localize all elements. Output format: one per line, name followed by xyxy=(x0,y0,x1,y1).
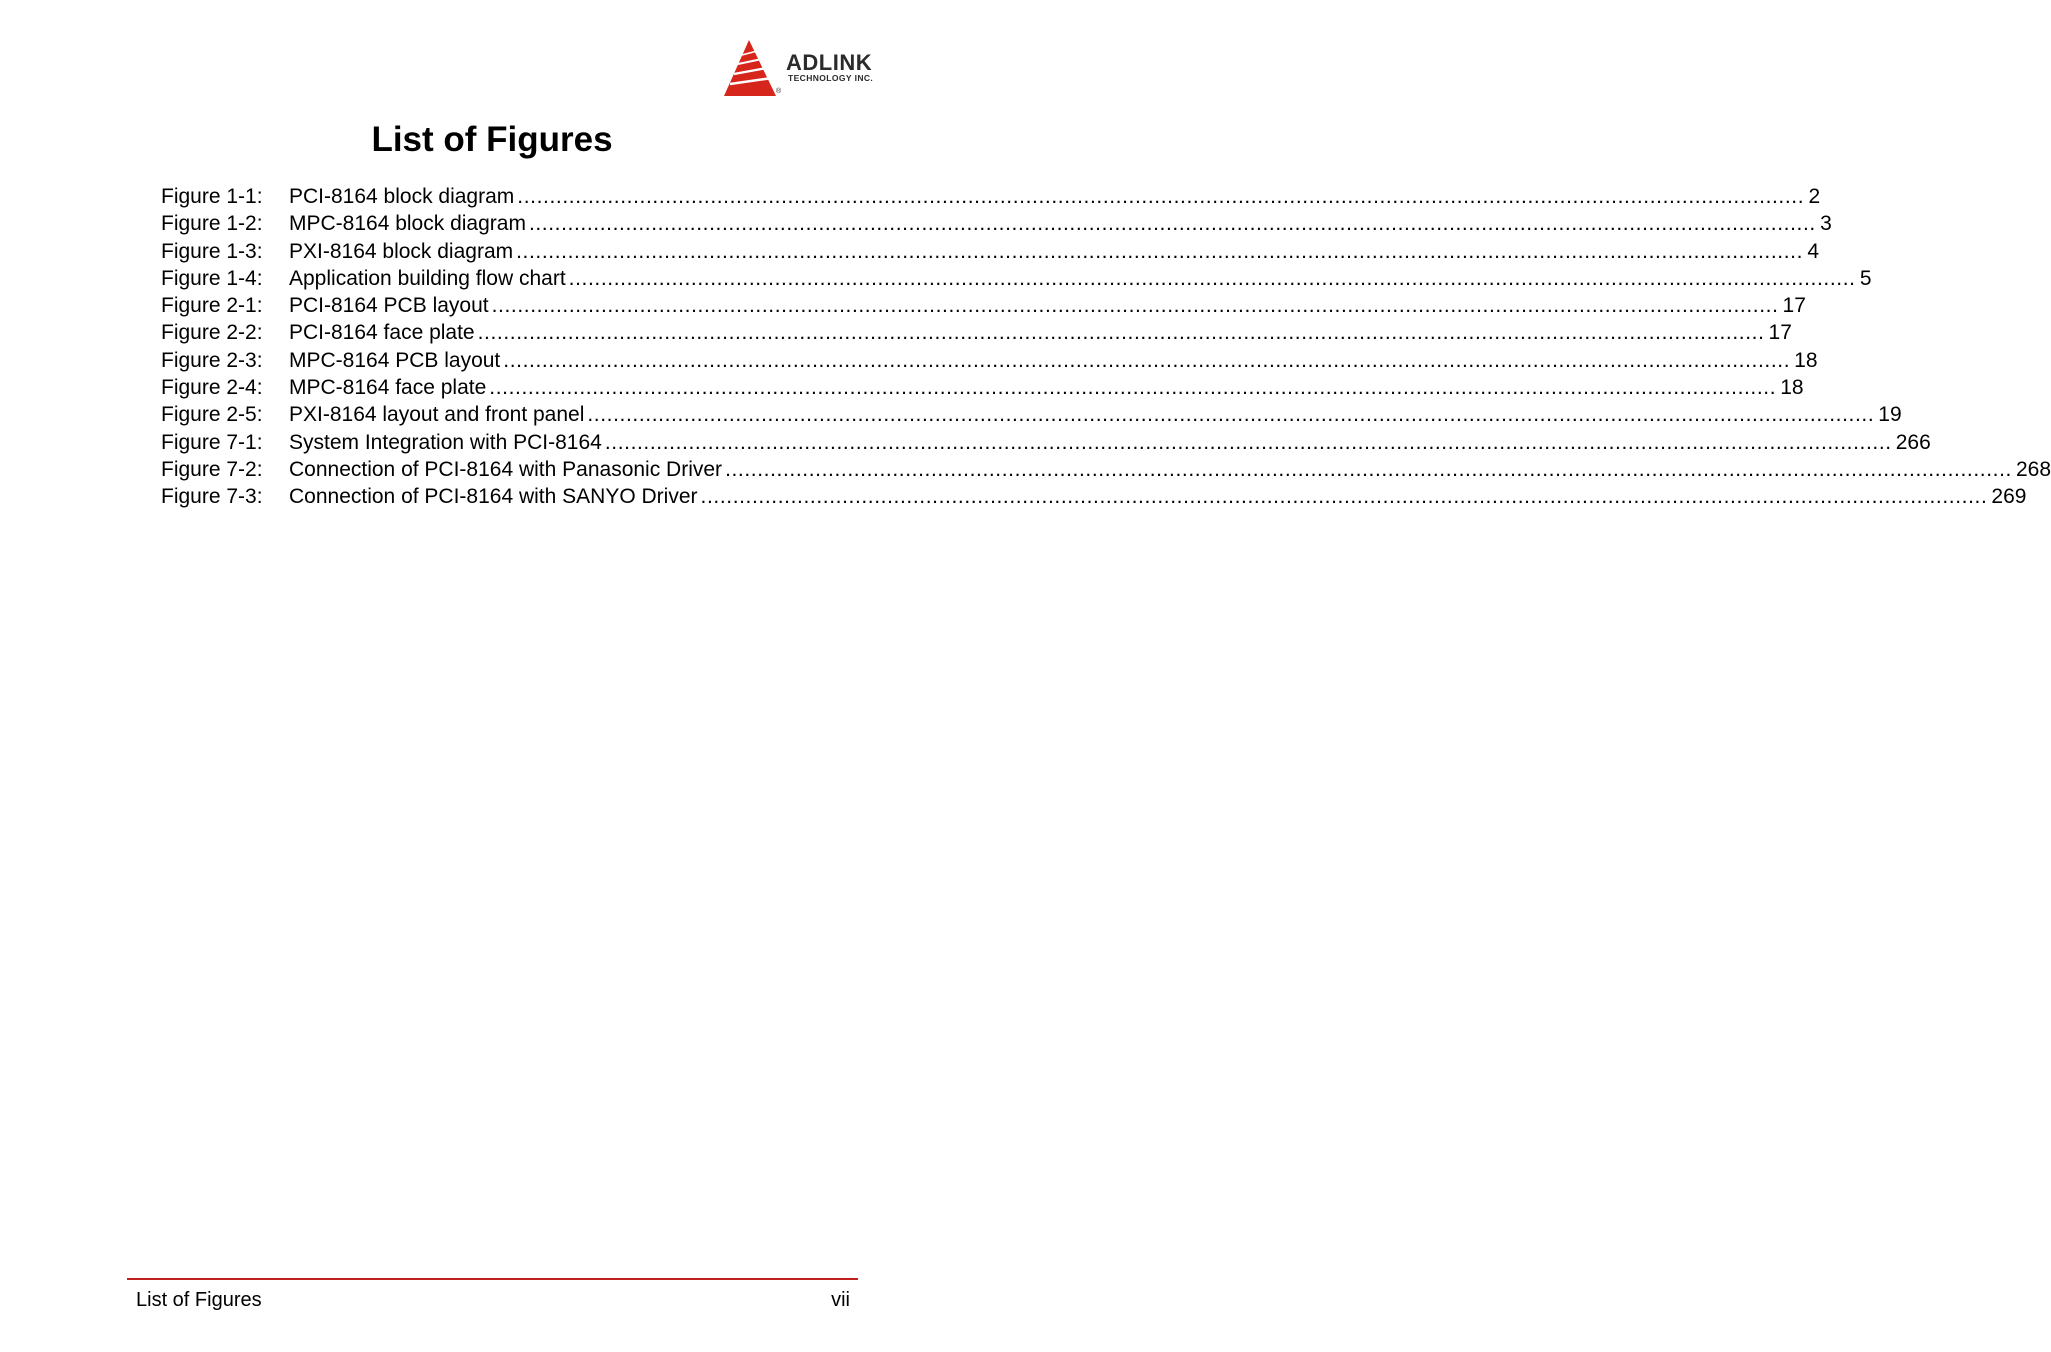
adlink-pyramid-icon xyxy=(722,38,782,100)
figure-page-number: 2 xyxy=(1808,185,1821,208)
figure-number: Figure 2-5: xyxy=(161,403,263,427)
figure-title: Connection of PCI-8164 with Panasonic Driver xyxy=(289,457,723,481)
figure-page-number: 269 xyxy=(1991,485,2027,509)
dot-leader: ........................................................................................................................................................................................................ xyxy=(587,403,1875,427)
figure-number: Figure 2-3: xyxy=(161,348,263,372)
figure-title: PCI-8164 PCB layout xyxy=(289,294,489,318)
logo-name: ADLINK xyxy=(786,50,873,75)
figure-number: Figure 1-2: xyxy=(161,212,263,236)
dot-leader: ........................................................................................................................................................................................................ xyxy=(517,185,1805,208)
logo-subtitle: TECHNOLOGY INC. xyxy=(788,73,874,83)
footer-rule xyxy=(127,1278,858,1280)
figure-page-number: 3 xyxy=(1820,212,1832,236)
figure-page-number: 19 xyxy=(1878,403,1902,427)
footer-page-number: vii xyxy=(831,1289,850,1311)
figure-entry[interactable] xyxy=(161,483,2027,510)
registered-mark: ® xyxy=(776,88,782,95)
dot-leader: ........................................................................................................................................................................................................ xyxy=(604,430,1892,454)
figure-entry[interactable] xyxy=(161,210,1832,237)
figure-number: Figure 2-2: xyxy=(161,321,263,345)
figure-page-number: 5 xyxy=(1859,266,1872,290)
figure-title: MPC-8164 block diagram xyxy=(289,212,526,236)
dot-leader: ........................................................................................................................................................................................................ xyxy=(503,348,1791,372)
figure-entry[interactable] xyxy=(161,401,1902,428)
dot-leader: ........................................................................................................................................................................................................ xyxy=(700,485,1988,509)
figure-title: PXI-8164 block diagram xyxy=(289,239,514,263)
figure-page-number: 266 xyxy=(1895,430,1931,454)
figure-page-number: 268 xyxy=(2015,457,2051,481)
figure-page-number: 18 xyxy=(1780,376,1804,400)
figure-title: MPC-8164 face plate xyxy=(289,376,487,400)
figure-entry[interactable] xyxy=(161,238,1820,265)
figure-title: System Integration with PCI-8164 xyxy=(289,430,602,454)
dot-leader: ........................................................................................................................................................................................................ xyxy=(568,266,1856,290)
figure-page-number: 4 xyxy=(1807,239,1820,263)
dot-leader: ........................................................................................................................................................................................................ xyxy=(516,239,1804,263)
figure-number: Figure 7-2: xyxy=(161,457,263,481)
dot-leader: ........................................................................................................................................................................................................ xyxy=(489,376,1777,400)
figure-entry[interactable] xyxy=(161,347,1818,374)
figure-list xyxy=(161,183,2051,511)
page-title: List of Figures xyxy=(371,120,613,159)
figure-number: Figure 1-3: xyxy=(161,239,263,263)
figure-entry[interactable] xyxy=(161,319,1792,346)
figure-entry[interactable] xyxy=(161,292,1806,319)
figure-number: Figure 2-1: xyxy=(161,294,263,318)
figure-number: Figure 1-1: xyxy=(161,185,263,208)
figure-title: Application building flow chart xyxy=(289,266,566,290)
figure-number: Figure 7-3: xyxy=(161,485,263,509)
dot-leader: ........................................................................................................................................................................................................ xyxy=(725,457,2012,481)
figure-entry[interactable] xyxy=(161,265,1872,292)
figure-entry[interactable] xyxy=(161,456,2051,483)
figure-entry[interactable] xyxy=(161,429,1931,456)
figure-entry[interactable] xyxy=(161,374,1804,401)
figure-page-number: 18 xyxy=(1794,348,1818,372)
adlink-logo xyxy=(722,38,912,100)
figure-title: PCI-8164 face plate xyxy=(289,321,475,345)
figure-page-number: 17 xyxy=(1782,294,1806,318)
figure-title: PCI-8164 block diagram xyxy=(289,185,515,208)
figure-number: Figure 2-4: xyxy=(161,376,263,400)
figure-title: PXI-8164 layout and front panel xyxy=(289,403,585,427)
dot-leader: ........................................................................................................................................................................................................ xyxy=(477,321,1765,345)
dot-leader: ........................................................................................................................................................................................................ xyxy=(491,294,1779,318)
dot-leader: ........................................................................................................................................................................................................ xyxy=(528,212,1816,236)
figure-entry[interactable] xyxy=(161,183,1821,210)
footer-section-title: List of Figures xyxy=(136,1289,262,1311)
figure-title: MPC-8164 PCB layout xyxy=(289,348,501,372)
figure-page-number: 17 xyxy=(1768,321,1792,345)
figure-title: Connection of PCI-8164 with SANYO Driver xyxy=(289,485,698,509)
figure-number: Figure 1-4: xyxy=(161,266,263,290)
figure-number: Figure 7-1: xyxy=(161,430,263,454)
